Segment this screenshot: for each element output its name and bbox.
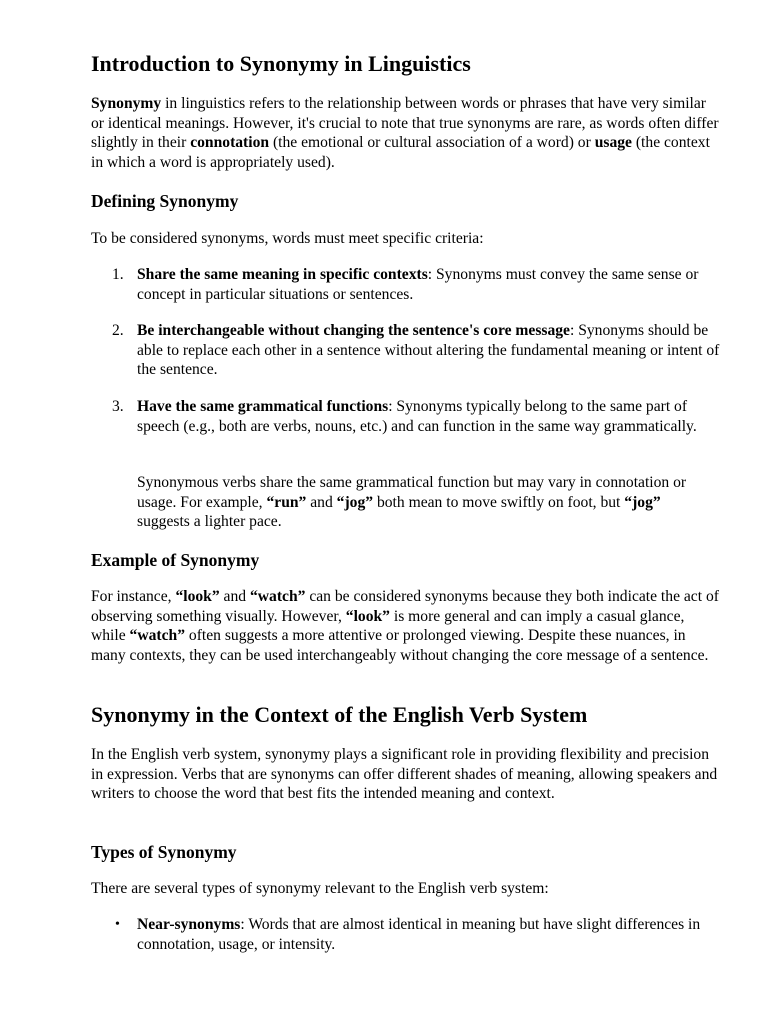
section-heading-defining: Defining Synonymy: [91, 191, 239, 211]
section-heading-types: Types of Synonymy: [91, 842, 237, 862]
synonymous-verbs-note: Synonymous verbs share the same grammatical function but may vary in connotation or usage. For example, “run” and “jog” both mean to move swiftly on foot, but “jog” suggests a lighter pace.: [137, 474, 687, 531]
document-title: Introduction to Synonymy in Linguistics: [91, 51, 471, 76]
criteria-list-item: 3. Have the same grammatical functions: Synonyms typically belong to the same part of speech (e.g., both are verbs, nouns, etc.) and can function in the same way grammatically.: [112, 398, 697, 435]
types-lead: There are several types of synonymy relevant to the English verb system:: [91, 880, 549, 897]
verb-system-paragraph: In the English verb system, synonymy plays a significant role in providing flexibility and precision in expression. Verbs that are synonyms can offer different shades of meaning, allowing speakers and writers to choose the word that best fits the intended meaning and context.: [91, 746, 718, 803]
intro-bold-connotation: connotation: [190, 134, 270, 152]
criteria-list-item: 2. Be interchangeable without changing the sentence's core message: Synonyms should be able to replace each other in a sentence without altering the fundamental meaning or intent of the sentence.: [112, 322, 720, 379]
intro-bold-usage: usage: [594, 134, 632, 152]
bullet-icon: •: [115, 917, 120, 932]
list-number: 3.: [112, 398, 124, 415]
criteria-lead: To be considered synonyms, words must meet specific criteria:: [91, 230, 484, 247]
intro-term: Synonymy: [91, 95, 162, 112]
example-paragraph: For instance, “look” and “watch” can be considered synonyms because they both indicate the act of observing something visually. However, “look” is more general and can imply a casual glance, while “watch” often suggests a more attentive or prolonged viewing. Despite these nuances, in many contexts, they can be used interchangeably without changing the core message of a sentence.: [91, 588, 719, 664]
types-list-item: • Near-synonyms: Words that are almost identical in meaning but have slight differences in connotation, usage, or intensity.: [115, 916, 701, 953]
criteria-list-item: 1. Share the same meaning in specific contexts: Synonyms must convey the same sense or concept in particular situations or sentences.: [112, 266, 699, 303]
intro-paragraph: Synonymy in linguistics refers to the relationship between words or phrases that have very similar or identical meanings. However, it's crucial to note that true synonyms are rare, as words often differ slightly in their connotation (the emotional or cultural association of a word) or usage (the context in which a word is appropriately used).: [91, 95, 719, 171]
list-number: 2.: [112, 322, 124, 339]
section-title-verb-system: Synonymy in the Context of the English Verb System: [91, 702, 588, 727]
section-heading-example: Example of Synonymy: [91, 550, 260, 570]
list-number: 1.: [112, 266, 124, 283]
